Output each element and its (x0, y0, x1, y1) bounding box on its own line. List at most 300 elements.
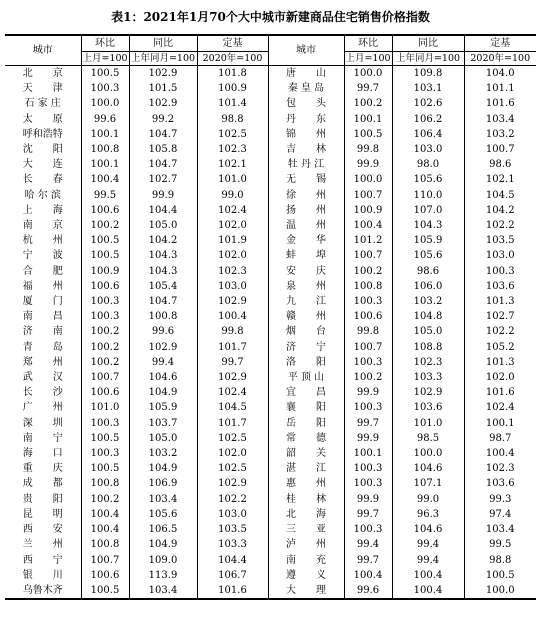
right-city-cell: 吉 林 (268, 142, 344, 157)
right-mom-cell: 100.5 (344, 127, 392, 142)
right-mom-cell: 100.1 (344, 446, 392, 461)
right-city-cell: 三 亚 (268, 522, 344, 537)
left-mom-cell: 100.5 (81, 233, 129, 248)
left-base-cell: 102.3 (197, 142, 268, 157)
table-row (5, 218, 536, 233)
left-base-cell: 102.9 (197, 294, 268, 309)
right-city-cell: 洛 阳 (268, 355, 344, 370)
right-yoy-cell: 96.3 (392, 507, 464, 522)
left-city-cell: 深 圳 (5, 416, 81, 431)
left-base-cell: 103.0 (197, 507, 268, 522)
right-city-cell: 温 州 (268, 218, 344, 233)
left-yoy-cell: 103.4 (129, 492, 197, 507)
table-body (5, 66, 536, 600)
table-row (5, 416, 536, 431)
left-city-cell: 南 昌 (5, 309, 81, 324)
table-row (5, 188, 536, 203)
right-city-cell: 包 头 (268, 96, 344, 111)
right-yoy-cell: 104.3 (392, 218, 464, 233)
left-yoy-cell: 104.4 (129, 203, 197, 218)
left-base-cell: 99.8 (197, 324, 268, 339)
right-mom-cell: 100.0 (344, 66, 392, 82)
left-city-cell: 青 岛 (5, 340, 81, 355)
right-base-cell: 98.8 (489, 554, 512, 566)
left-yoy-cell: 103.4 (129, 583, 197, 599)
right-city-cell: 九 江 (268, 294, 344, 309)
subheader-mom-left: 上月=100 (82, 53, 128, 64)
left-mom-cell: 100.5 (81, 431, 129, 446)
right-base-cell: 101.6 (485, 387, 515, 399)
left-mom-cell: 100.1 (81, 127, 129, 142)
right-base-cell: 99.5 (489, 539, 512, 551)
left-mom-cell: 100.5 (81, 66, 129, 82)
left-yoy-cell: 109.0 (129, 553, 197, 568)
right-mom-cell: 100.7 (344, 188, 392, 203)
left-mom-cell: 99.5 (81, 188, 129, 203)
right-base-cell: 100.3 (485, 265, 515, 277)
right-base-cell: 100.5 (485, 569, 515, 581)
right-city-cell: 唐 山 (268, 66, 344, 82)
left-yoy-cell: 102.9 (129, 66, 197, 82)
left-base-cell: 102.5 (197, 461, 268, 476)
left-mom-cell: 100.1 (81, 157, 129, 172)
right-base-cell: 103.4 (485, 113, 515, 125)
right-base-cell: 100.7 (485, 144, 515, 156)
left-city-cell: 南 宁 (5, 431, 81, 446)
header-yoy-right: 同比 (392, 35, 464, 52)
right-yoy-cell: 105.6 (392, 172, 464, 187)
right-mom-cell: 99.8 (344, 324, 392, 339)
header-mom-right: 环比 (344, 35, 392, 52)
left-mom-cell: 100.6 (81, 203, 129, 218)
right-mom-cell: 99.9 (344, 385, 392, 400)
right-base-cell: 102.7 (485, 311, 515, 323)
left-mom-cell: 100.3 (81, 309, 129, 324)
left-yoy-cell: 105.0 (129, 218, 197, 233)
left-city-cell: 大 连 (5, 157, 81, 172)
right-base-cell: 101.3 (485, 356, 515, 368)
left-base-cell: 102.0 (197, 218, 268, 233)
right-base-cell: 99.3 (489, 493, 512, 505)
left-base-cell: 101.0 (197, 172, 268, 187)
left-yoy-cell: 104.7 (129, 294, 197, 309)
right-mom-cell: 100.6 (344, 309, 392, 324)
left-mom-cell: 99.6 (81, 112, 129, 127)
left-base-cell: 104.5 (197, 400, 268, 415)
right-yoy-cell: 98.5 (392, 431, 464, 446)
left-city-cell: 宁 波 (5, 248, 81, 263)
right-base-cell: 104.0 (485, 68, 515, 79)
right-mom-cell: 99.9 (344, 157, 392, 172)
right-mom-cell: 100.3 (344, 294, 392, 309)
left-city-cell: 厦 门 (5, 294, 81, 309)
right-city-cell: 扬 州 (268, 203, 344, 218)
left-mom-cell: 100.5 (81, 248, 129, 263)
right-mom-cell: 100.3 (344, 476, 392, 491)
left-yoy-cell: 104.3 (129, 248, 197, 263)
table-row (5, 66, 536, 82)
right-city-cell: 大 理 (268, 583, 344, 599)
left-mom-cell: 100.5 (81, 461, 129, 476)
right-city-cell: 宜 昌 (268, 385, 344, 400)
right-yoy-cell: 106.4 (392, 127, 464, 142)
right-city-cell: 韶 关 (268, 446, 344, 461)
table-row (5, 370, 536, 385)
left-mom-cell: 100.4 (81, 522, 129, 537)
left-base-cell: 99.0 (197, 188, 268, 203)
right-yoy-cell: 110.0 (392, 188, 464, 203)
table-row (5, 248, 536, 263)
table-row (5, 355, 536, 370)
right-mom-cell: 99.7 (344, 507, 392, 522)
left-yoy-cell: 100.8 (129, 309, 197, 324)
right-mom-cell: 100.7 (344, 340, 392, 355)
left-city-cell: 广 州 (5, 400, 81, 415)
right-city-cell: 丹 东 (268, 112, 344, 127)
left-city-cell: 武 汉 (5, 370, 81, 385)
table-row (5, 157, 536, 172)
left-base-cell: 101.8 (197, 66, 268, 82)
right-city-cell: 赣 州 (268, 309, 344, 324)
left-city-cell: 成 都 (5, 476, 81, 491)
left-city-cell: 石 家 庄 (5, 96, 81, 111)
right-base-cell: 100.4 (485, 448, 515, 460)
left-mom-cell: 100.4 (81, 172, 129, 187)
left-yoy-cell: 105.6 (129, 507, 197, 522)
table-row (5, 446, 536, 461)
right-yoy-cell: 100.4 (392, 583, 464, 599)
left-yoy-cell: 104.7 (129, 127, 197, 142)
left-base-cell: 102.4 (197, 203, 268, 218)
right-yoy-cell: 107.0 (392, 203, 464, 218)
left-base-cell: 102.4 (197, 385, 268, 400)
left-mom-cell: 100.3 (81, 446, 129, 461)
left-yoy-cell: 106.5 (129, 522, 197, 537)
right-city-cell: 桂 林 (268, 492, 344, 507)
right-base-cell: 102.1 (485, 174, 515, 186)
right-mom-cell: 100.2 (344, 264, 392, 279)
left-city-cell: 海 口 (5, 446, 81, 461)
right-city-cell: 金 华 (268, 233, 344, 248)
left-mom-cell: 100.2 (81, 218, 129, 233)
left-mom-cell: 100.2 (81, 324, 129, 339)
right-base-cell: 101.3 (485, 296, 515, 308)
left-mom-cell: 100.6 (81, 385, 129, 400)
right-yoy-cell: 104.8 (392, 309, 464, 324)
left-city-cell: 杭 州 (5, 233, 81, 248)
right-base-cell: 103.6 (485, 280, 515, 292)
right-base-cell: 101.6 (485, 98, 515, 110)
right-base-cell: 97.4 (489, 508, 512, 520)
right-yoy-cell: 108.8 (392, 340, 464, 355)
table-row (5, 400, 536, 415)
right-base-cell: 103.4 (485, 524, 515, 536)
left-yoy-cell: 104.9 (129, 385, 197, 400)
right-base-cell: 102.2 (485, 220, 515, 232)
right-base-cell: 100.0 (464, 583, 536, 599)
right-base-cell: 101.1 (485, 83, 515, 95)
right-base-cell: 103.2 (485, 128, 515, 140)
table-row (5, 294, 536, 309)
left-base-cell: 100.4 (197, 309, 268, 324)
left-base-cell: 102.0 (197, 248, 268, 263)
left-base-cell: 104.4 (197, 553, 268, 568)
table-row (5, 340, 536, 355)
left-city-cell: 长 沙 (5, 385, 81, 400)
right-mom-cell: 100.1 (344, 112, 392, 127)
header-base-left: 定基 (197, 35, 268, 52)
table-row (5, 492, 536, 507)
left-base-cell: 106.7 (197, 568, 268, 583)
left-city-cell: 北 京 (5, 66, 81, 82)
right-mom-cell: 100.4 (344, 568, 392, 583)
right-base-cell: 100.1 (485, 417, 515, 429)
table-row (5, 385, 536, 400)
left-yoy-cell: 103.7 (129, 416, 197, 431)
right-mom-cell: 100.3 (344, 355, 392, 370)
left-base-cell: 102.0 (197, 446, 268, 461)
right-yoy-cell: 103.1 (392, 81, 464, 96)
left-mom-cell: 100.5 (81, 583, 129, 599)
left-base-cell: 99.7 (197, 355, 268, 370)
right-yoy-cell: 103.0 (392, 142, 464, 157)
right-yoy-cell: 101.0 (392, 416, 464, 431)
right-base-cell: 102.2 (485, 326, 515, 338)
left-yoy-cell: 104.9 (129, 537, 197, 552)
right-base-cell: 98.6 (489, 159, 512, 171)
left-yoy-cell: 105.8 (129, 142, 197, 157)
left-city-cell: 兰 州 (5, 537, 81, 552)
left-city-cell: 西 安 (5, 522, 81, 537)
right-mom-cell: 100.2 (344, 370, 392, 385)
left-yoy-cell: 105.4 (129, 279, 197, 294)
left-base-cell: 102.5 (197, 127, 268, 142)
header-city-right: 城市 (268, 35, 344, 66)
left-city-cell: 福 州 (5, 279, 81, 294)
right-mom-cell: 100.8 (344, 279, 392, 294)
left-base-cell: 102.1 (197, 157, 268, 172)
left-mom-cell: 100.8 (81, 476, 129, 491)
right-city-cell: 牡 丹 江 (268, 157, 344, 172)
subheader-mom-right: 上月=100 (345, 53, 391, 64)
left-yoy-cell: 113.9 (129, 568, 197, 583)
right-yoy-cell: 106.0 (392, 279, 464, 294)
right-city-cell: 徐 州 (268, 188, 344, 203)
left-city-cell: 沈 阳 (5, 142, 81, 157)
subheader-yoy-right: 上年同月=100 (392, 52, 464, 66)
right-mom-cell: 99.9 (344, 431, 392, 446)
right-base-cell: 104.2 (485, 204, 515, 216)
right-city-cell: 惠 州 (268, 476, 344, 491)
left-mom-cell: 100.2 (81, 340, 129, 355)
right-base-cell: 105.2 (485, 341, 515, 353)
left-city-cell: 天 津 (5, 81, 81, 96)
left-city-cell: 太 原 (5, 112, 81, 127)
header-mom-left: 环比 (81, 35, 129, 52)
left-yoy-cell: 103.2 (129, 446, 197, 461)
left-yoy-cell: 104.3 (129, 264, 197, 279)
right-mom-cell: 99.7 (344, 553, 392, 568)
right-mom-cell: 99.9 (344, 492, 392, 507)
right-city-cell: 烟 台 (268, 324, 344, 339)
table-row (5, 203, 536, 218)
right-yoy-cell: 100.4 (392, 568, 464, 583)
table-row (5, 233, 536, 248)
left-mom-cell: 100.7 (81, 553, 129, 568)
right-mom-cell: 99.4 (344, 537, 392, 552)
left-mom-cell: 100.2 (81, 355, 129, 370)
right-yoy-cell: 104.6 (392, 461, 464, 476)
left-mom-cell: 100.8 (81, 142, 129, 157)
right-base-cell: 104.5 (485, 189, 515, 201)
table-row (5, 112, 536, 127)
right-yoy-cell: 98.6 (392, 264, 464, 279)
right-yoy-cell: 104.6 (392, 522, 464, 537)
left-city-cell: 上 海 (5, 203, 81, 218)
left-mom-cell: 100.2 (81, 492, 129, 507)
left-yoy-cell: 102.7 (129, 172, 197, 187)
left-city-cell: 哈 尔 滨 (5, 188, 81, 203)
left-city-cell: 昆 明 (5, 507, 81, 522)
right-yoy-cell: 106.2 (392, 112, 464, 127)
right-mom-cell: 100.3 (344, 461, 392, 476)
right-city-cell: 岳 阳 (268, 416, 344, 431)
left-mom-cell: 100.3 (81, 294, 129, 309)
right-base-cell: 103.5 (485, 235, 515, 247)
header-city-left: 城市 (5, 35, 81, 66)
left-yoy-cell: 104.7 (129, 157, 197, 172)
right-yoy-cell: 102.3 (392, 355, 464, 370)
right-yoy-cell: 103.2 (392, 294, 464, 309)
right-city-cell: 北 海 (268, 507, 344, 522)
table-row (5, 522, 536, 537)
left-base-cell: 101.9 (197, 233, 268, 248)
table-row (5, 553, 536, 568)
left-mom-cell: 100.3 (81, 81, 129, 96)
table-row (5, 81, 536, 96)
left-mom-cell: 100.3 (81, 416, 129, 431)
left-base-cell: 102.9 (197, 476, 268, 491)
left-mom-cell: 100.0 (81, 96, 129, 111)
left-base-cell: 103.3 (197, 537, 268, 552)
right-mom-cell: 100.3 (344, 400, 392, 415)
table-row (5, 96, 536, 111)
left-yoy-cell: 102.9 (129, 96, 197, 111)
left-city-cell: 郑 州 (5, 355, 81, 370)
right-yoy-cell: 103.6 (392, 400, 464, 415)
left-city-cell: 银 川 (5, 568, 81, 583)
right-yoy-cell: 99.0 (392, 492, 464, 507)
table-row (5, 324, 536, 339)
right-mom-cell: 100.3 (344, 522, 392, 537)
table-row (5, 142, 536, 157)
right-yoy-cell: 98.0 (392, 157, 464, 172)
left-city-cell: 合 肥 (5, 264, 81, 279)
table-header (5, 35, 536, 66)
right-yoy-cell: 102.9 (392, 385, 464, 400)
right-city-cell: 湛 江 (268, 461, 344, 476)
table-row (5, 507, 536, 522)
left-base-cell: 102.3 (197, 264, 268, 279)
table-row (5, 537, 536, 552)
header-base-right: 定基 (464, 35, 536, 52)
right-city-cell: 锦 州 (268, 127, 344, 142)
right-yoy-cell: 102.6 (392, 96, 464, 111)
right-city-cell: 南 充 (268, 553, 344, 568)
right-city-cell: 遵 义 (268, 568, 344, 583)
right-yoy-cell: 99.4 (392, 537, 464, 552)
right-yoy-cell: 107.1 (392, 476, 464, 491)
left-yoy-cell: 104.6 (129, 370, 197, 385)
right-mom-cell: 99.6 (344, 583, 392, 599)
header-yoy-left: 同比 (129, 35, 197, 52)
subheader-base-right: 2020年=100 (464, 52, 536, 66)
right-yoy-cell: 109.8 (392, 66, 464, 82)
right-city-cell: 安 庆 (268, 264, 344, 279)
left-mom-cell: 100.4 (81, 507, 129, 522)
right-mom-cell: 99.7 (344, 416, 392, 431)
left-base-cell: 100.9 (197, 81, 268, 96)
left-city-cell: 济 南 (5, 324, 81, 339)
right-mom-cell: 100.7 (344, 248, 392, 263)
left-yoy-cell: 99.2 (129, 112, 197, 127)
right-yoy-cell: 103.3 (392, 370, 464, 385)
right-yoy-cell: 105.9 (392, 233, 464, 248)
table-row (5, 583, 536, 599)
right-base-cell: 102.3 (485, 463, 515, 475)
table-row (5, 264, 536, 279)
left-city-cell: 长 春 (5, 172, 81, 187)
left-yoy-cell: 102.9 (129, 340, 197, 355)
left-base-cell: 101.4 (197, 96, 268, 111)
left-yoy-cell: 104.9 (129, 461, 197, 476)
right-base-cell: 102.4 (485, 402, 515, 414)
right-mom-cell: 100.0 (344, 172, 392, 187)
right-yoy-cell: 105.6 (392, 248, 464, 263)
left-yoy-cell: 105.0 (129, 431, 197, 446)
left-city-cell: 贵 阳 (5, 492, 81, 507)
table-row (5, 127, 536, 142)
right-base-cell: 103.6 (485, 478, 515, 490)
right-city-cell: 济 宁 (268, 340, 344, 355)
table-row (5, 431, 536, 446)
right-base-cell: 103.0 (485, 250, 515, 262)
left-yoy-cell: 104.2 (129, 233, 197, 248)
right-yoy-cell: 100.0 (392, 446, 464, 461)
right-base-cell: 102.0 (485, 372, 515, 384)
right-city-cell: 泉 州 (268, 279, 344, 294)
left-mom-cell: 100.6 (81, 568, 129, 583)
left-city-cell: 呼和浩特 (5, 127, 81, 142)
left-base-cell: 101.7 (197, 340, 268, 355)
left-mom-cell: 100.9 (81, 264, 129, 279)
right-city-cell: 秦 皇 岛 (268, 81, 344, 96)
left-yoy-cell: 99.9 (129, 188, 197, 203)
right-mom-cell: 100.9 (344, 203, 392, 218)
subheader-yoy-left: 上年同月=100 (130, 53, 196, 64)
right-mom-cell: 101.2 (344, 233, 392, 248)
left-mom-cell: 101.0 (81, 400, 129, 415)
left-mom-cell: 100.6 (81, 279, 129, 294)
right-mom-cell: 100.2 (344, 96, 392, 111)
right-city-cell: 襄 阳 (268, 400, 344, 415)
table-row (5, 568, 536, 583)
table-title: 表1：2021年1月70个大中城市新建商品住宅销售价格指数 (111, 10, 430, 24)
right-city-cell: 无 锡 (268, 172, 344, 187)
right-yoy-cell: 105.0 (392, 324, 464, 339)
left-base-cell: 102.2 (197, 492, 268, 507)
table-row (5, 172, 536, 187)
